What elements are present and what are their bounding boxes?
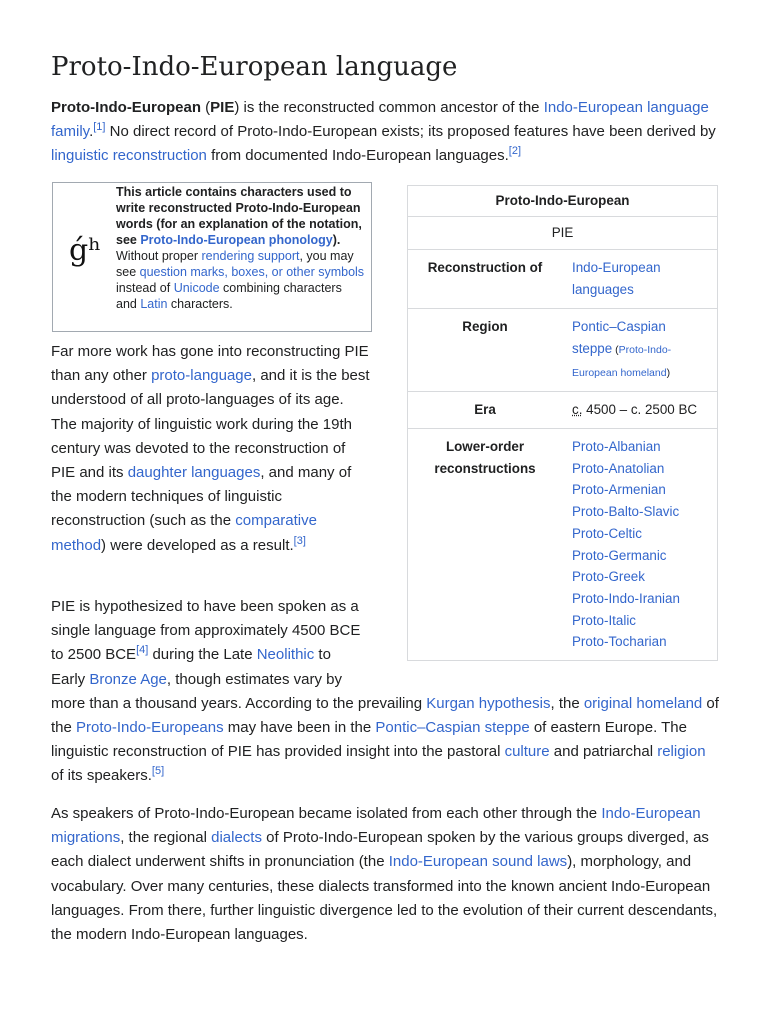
- lead-text-1: is the reconstructed common ancestor of the: [239, 99, 544, 116]
- link-proto-germanic[interactable]: Proto-Germanic: [572, 547, 667, 563]
- link-proto-indo-iranian[interactable]: Proto-Indo-Iranian: [572, 590, 680, 606]
- notice-text-5: instead of: [116, 281, 174, 295]
- p2-text-2: during the Late: [148, 646, 257, 664]
- link-proto-balto-slavic[interactable]: Proto-Balto-Slavic: [572, 504, 680, 520]
- infobox-label-lower-order: Lower-order reconstructions: [434, 439, 536, 476]
- p1-text-3: , and many of the modern techniques of linguistic reconstruction (such as the: [51, 464, 352, 530]
- ref-2[interactable]: [2]: [508, 145, 522, 158]
- lead-text-2: No direct record of Proto-Indo-European exists; its proposed features have been derived by: [105, 123, 716, 141]
- link-proto-italic[interactable]: Proto-Italic: [572, 612, 636, 628]
- link-pie-homeland[interactable]: Proto-Indo-European homeland: [572, 344, 672, 379]
- lead-abbr: PIE: [210, 99, 235, 116]
- p1-text-4: ) were developed as a result.: [101, 536, 294, 554]
- p2-text-6: of the: [51, 694, 719, 737]
- link-culture[interactable]: culture: [504, 743, 550, 761]
- link-bronze-age[interactable]: Bronze Age: [89, 670, 167, 688]
- p2-text-1: PIE is hypothesized to have been spoken as a single language from approximately 4500 BCE to 2500 BCE: [51, 598, 361, 664]
- p2-text-9: and patriarchal: [549, 743, 658, 761]
- link-latin[interactable]: Latin: [140, 297, 168, 311]
- paragraph-1: [51, 340, 371, 558]
- paragraph-3: [51, 802, 721, 947]
- p2-text-4: , though estimates vary by more than a thousand years. According to the prevailing: [51, 670, 427, 712]
- lead-paragraph: Proto-Indo-European (PIE) is the reconstructed common ancestor of the Indo-European language family.[1] No direct record of Proto-Indo-European exists; its proposed features have been derived by linguistic reconstruction from documented Indo-European languages.[2]: [51, 99, 716, 165]
- link-pie-phonology[interactable]: Proto-Indo-European phonology: [140, 233, 333, 247]
- link-proto-armenian[interactable]: Proto-Armenian: [572, 482, 666, 498]
- page-title: Proto-Indo-European language: [51, 52, 458, 82]
- infobox: [407, 185, 718, 661]
- link-comparative-method[interactable]: comparative method: [51, 512, 317, 554]
- notice-text-6: combining characters and: [116, 281, 342, 311]
- infobox-label-era: Era: [474, 402, 496, 417]
- notice-text-7: characters.: [167, 297, 233, 311]
- link-religion[interactable]: religion: [657, 743, 706, 761]
- link-linguistic-reconstruction[interactable]: linguistic reconstruction: [51, 147, 207, 165]
- link-kurgan-hypothesis[interactable]: Kurgan hypothesis: [426, 694, 551, 712]
- p2-text-10: of its speakers.: [51, 767, 152, 785]
- link-dialects[interactable]: dialects: [211, 829, 262, 847]
- link-indo-european-languages[interactable]: Indo-European languages: [572, 260, 661, 297]
- lead-term: Proto-Indo-European: [51, 99, 201, 116]
- era-circa: c.: [572, 402, 583, 417]
- ref-1[interactable]: [1]: [93, 121, 106, 134]
- link-rendering-support[interactable]: rendering support: [201, 249, 300, 263]
- link-sound-laws[interactable]: Indo-European sound laws: [388, 853, 568, 871]
- link-pontic-caspian-steppe[interactable]: Pontic–Caspian steppe: [375, 719, 530, 737]
- infobox-row-reconstruction: [408, 250, 717, 309]
- p3-text-3: of Proto-Indo-European spoken by the various groups diverged, as each dialect underwent shifts in pronunciation (the: [51, 829, 709, 871]
- p2-text-3: to Early: [51, 646, 331, 688]
- infobox-subheading: PIE: [408, 217, 717, 250]
- paragraph-2: [51, 595, 719, 789]
- lead-text-3: from documented Indo-European languages.: [206, 147, 509, 165]
- region-note-open: (: [612, 344, 619, 356]
- infobox-heading: Proto-Indo-European: [408, 186, 717, 217]
- ref-3[interactable]: [3]: [293, 534, 306, 547]
- notice-text-2: ).: [332, 233, 341, 247]
- notice-glyph: ǵʰ: [69, 233, 102, 268]
- link-proto-tocharian[interactable]: Proto-Tocharian: [572, 634, 667, 650]
- notice-text-4: , you may see: [116, 249, 354, 279]
- region-note-close: ): [666, 367, 671, 379]
- link-proto-language[interactable]: proto-language: [151, 367, 252, 385]
- link-proto-indo-europeans[interactable]: Proto-Indo-Europeans: [76, 719, 224, 737]
- p3-text-2: , the regional: [120, 829, 212, 847]
- link-daughter-languages[interactable]: daughter languages: [127, 464, 261, 482]
- infobox-row-region: [408, 309, 717, 392]
- link-region-steppe[interactable]: Pontic–Caspian steppe: [572, 319, 666, 356]
- p3-text-4: ), morphology, and vocabulary. Over many centuries, these dialects transformed into the known ancient Indo-European languages. From there, further linguistic divergence led to the evolution of their current descendants, the modern Indo-European languages.: [51, 853, 718, 944]
- link-unicode[interactable]: Unicode: [173, 281, 220, 295]
- link-neolithic[interactable]: Neolithic: [256, 646, 315, 664]
- p3-text-1: As speakers of Proto-Indo-European became isolated from each other through the: [51, 805, 602, 822]
- infobox-label-region: Region: [462, 319, 508, 334]
- infobox-row-era: [408, 392, 717, 429]
- p1-text-1: Far more work has gone into reconstructing PIE than any other: [51, 343, 369, 385]
- ref-4[interactable]: [4]: [136, 644, 149, 657]
- notice-text-1: This article contains characters used to write reconstructed Proto-Indo-European words (for an explanation of the notation, see: [116, 185, 362, 247]
- p1-text-2: , and it is the best understood of all proto-languages of its age. The majority of linguistic work during the 19th century was devoted to the reconstruction of PIE and its: [51, 367, 370, 482]
- link-indo-european-migrations[interactable]: Indo-European migrations: [51, 805, 701, 847]
- notice-text: [116, 184, 366, 312]
- ref-5[interactable]: [5]: [151, 765, 165, 778]
- link-indo-european-family[interactable]: Indo-European language family: [51, 99, 709, 141]
- link-question-marks[interactable]: question marks, boxes, or other symbols: [139, 265, 365, 279]
- era-value: 4500 – c. 2500 BC: [582, 402, 698, 417]
- link-proto-celtic[interactable]: Proto-Celtic: [572, 525, 642, 541]
- p2-text-7: may have been in the: [223, 719, 376, 737]
- p2-text-5: , the: [550, 694, 584, 712]
- link-proto-greek[interactable]: Proto-Greek: [572, 569, 645, 585]
- p2-text-8: of eastern Europe. The linguistic reconstruction of PIE has provided insight into the pastoral: [51, 719, 687, 761]
- link-proto-albanian[interactable]: Proto-Albanian: [572, 439, 661, 454]
- notice-text-3: Without proper: [116, 249, 202, 263]
- special-characters-notice: [52, 182, 372, 332]
- link-original-homeland[interactable]: original homeland: [583, 694, 703, 712]
- infobox-label-reconstruction: Reconstruction of: [427, 260, 543, 275]
- link-proto-anatolian[interactable]: Proto-Anatolian: [572, 460, 665, 476]
